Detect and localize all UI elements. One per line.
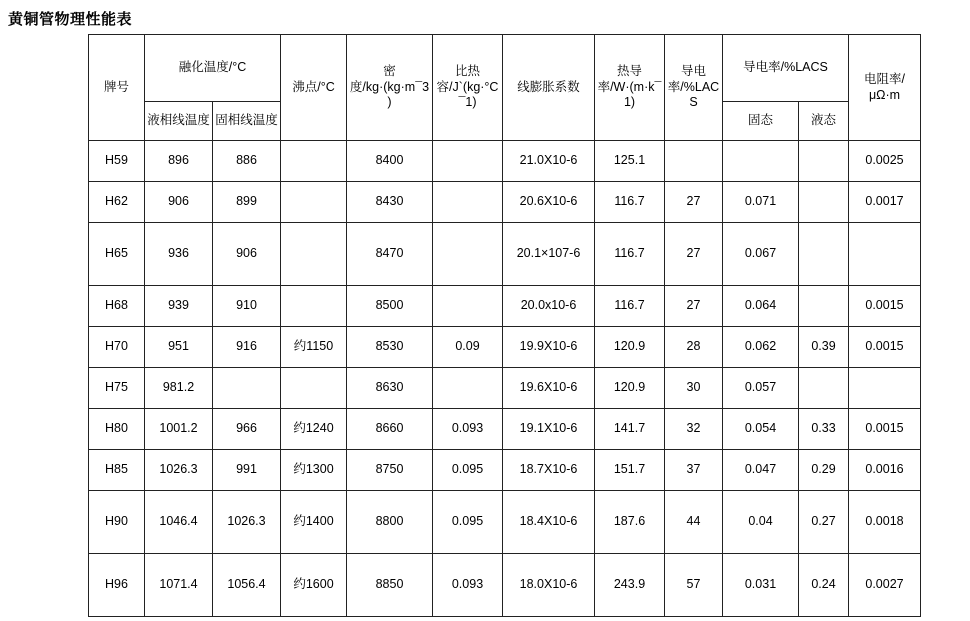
cell-grade: H90 — [89, 491, 145, 554]
table-row — [89, 286, 921, 327]
cell-density: 8430 — [347, 182, 433, 223]
header-electrical-conductivity: 导电率/%LACS — [665, 35, 723, 141]
cell-solid-state — [723, 141, 799, 182]
cell-expansion-coefficient: 18.0X10-6 — [503, 554, 595, 617]
cell-liquid-state: 0.29 — [799, 450, 849, 491]
cell-solidus-temp: 886 — [213, 141, 281, 182]
cell-electrical-conductivity: 57 — [665, 554, 723, 617]
cell-specific-heat — [433, 182, 503, 223]
cell-grade: H70 — [89, 327, 145, 368]
cell-liquid-state: 0.24 — [799, 554, 849, 617]
cell-thermal-conductivity: 120.9 — [595, 327, 665, 368]
table-row — [89, 554, 921, 617]
cell-liquidus-temp: 936 — [145, 223, 213, 286]
cell-liquid-state — [799, 223, 849, 286]
header-solid-state: 固态 — [723, 102, 799, 141]
cell-electrical-conductivity: 44 — [665, 491, 723, 554]
cell-thermal-conductivity: 151.7 — [595, 450, 665, 491]
cell-electrical-conductivity: 30 — [665, 368, 723, 409]
cell-liquid-state: 0.39 — [799, 327, 849, 368]
cell-electrical-conductivity: 28 — [665, 327, 723, 368]
cell-solidus-temp: 1026.3 — [213, 491, 281, 554]
cell-expansion-coefficient: 18.4X10-6 — [503, 491, 595, 554]
cell-solidus-temp: 1056.4 — [213, 554, 281, 617]
cell-specific-heat: 0.095 — [433, 491, 503, 554]
cell-boiling-point: 约1150 — [281, 327, 347, 368]
cell-thermal-conductivity: 120.9 — [595, 368, 665, 409]
cell-specific-heat — [433, 141, 503, 182]
cell-solid-state: 0.067 — [723, 223, 799, 286]
cell-thermal-conductivity: 116.7 — [595, 223, 665, 286]
cell-grade: H96 — [89, 554, 145, 617]
table-header — [89, 35, 921, 141]
cell-thermal-conductivity: 116.7 — [595, 286, 665, 327]
cell-liquidus-temp: 951 — [145, 327, 213, 368]
cell-resistivity: 0.0015 — [849, 286, 921, 327]
cell-density: 8660 — [347, 409, 433, 450]
cell-specific-heat: 0.095 — [433, 450, 503, 491]
cell-density: 8800 — [347, 491, 433, 554]
cell-specific-heat: 0.09 — [433, 327, 503, 368]
cell-thermal-conductivity: 187.6 — [595, 491, 665, 554]
cell-boiling-point — [281, 368, 347, 409]
header-density: 密度/kg·(kg·m¯3) — [347, 35, 433, 141]
cell-electrical-conductivity — [665, 141, 723, 182]
cell-grade: H68 — [89, 286, 145, 327]
cell-liquid-state — [799, 141, 849, 182]
cell-solid-state: 0.031 — [723, 554, 799, 617]
cell-grade: H65 — [89, 223, 145, 286]
cell-liquidus-temp: 906 — [145, 182, 213, 223]
cell-thermal-conductivity: 141.7 — [595, 409, 665, 450]
cell-boiling-point: 约1400 — [281, 491, 347, 554]
cell-liquid-state — [799, 182, 849, 223]
cell-specific-heat — [433, 368, 503, 409]
cell-solidus-temp: 899 — [213, 182, 281, 223]
cell-liquidus-temp: 939 — [145, 286, 213, 327]
cell-solidus-temp: 916 — [213, 327, 281, 368]
cell-density: 8750 — [347, 450, 433, 491]
cell-grade: H62 — [89, 182, 145, 223]
cell-solid-state: 0.047 — [723, 450, 799, 491]
cell-resistivity: 0.0025 — [849, 141, 921, 182]
cell-resistivity: 0.0015 — [849, 409, 921, 450]
cell-liquidus-temp: 981.2 — [145, 368, 213, 409]
cell-specific-heat — [433, 286, 503, 327]
cell-liquidus-temp: 896 — [145, 141, 213, 182]
cell-thermal-conductivity: 243.9 — [595, 554, 665, 617]
cell-solidus-temp — [213, 368, 281, 409]
cell-specific-heat: 0.093 — [433, 554, 503, 617]
cell-electrical-conductivity: 32 — [665, 409, 723, 450]
cell-resistivity: 0.0018 — [849, 491, 921, 554]
cell-liquid-state: 0.33 — [799, 409, 849, 450]
cell-boiling-point — [281, 182, 347, 223]
cell-electrical-conductivity: 37 — [665, 450, 723, 491]
cell-liquidus-temp: 1046.4 — [145, 491, 213, 554]
header-electrical-conductivity-states: 导电率/%LACS — [723, 35, 849, 102]
header-specific-heat: 比热容/J`(kg·°C¯1) — [433, 35, 503, 141]
cell-density: 8400 — [347, 141, 433, 182]
cell-solidus-temp: 910 — [213, 286, 281, 327]
cell-thermal-conductivity: 125.1 — [595, 141, 665, 182]
cell-expansion-coefficient: 19.6X10-6 — [503, 368, 595, 409]
table-row — [89, 409, 921, 450]
cell-liquidus-temp: 1071.4 — [145, 554, 213, 617]
cell-solid-state: 0.062 — [723, 327, 799, 368]
header-grade: 牌号 — [89, 35, 145, 141]
cell-density: 8850 — [347, 554, 433, 617]
cell-specific-heat: 0.093 — [433, 409, 503, 450]
cell-liquidus-temp: 1026.3 — [145, 450, 213, 491]
cell-solidus-temp: 906 — [213, 223, 281, 286]
cell-expansion-coefficient: 20.0x10-6 — [503, 286, 595, 327]
header-liquid-state: 液态 — [799, 102, 849, 141]
cell-resistivity: 0.0015 — [849, 327, 921, 368]
cell-expansion-coefficient: 19.9X10-6 — [503, 327, 595, 368]
cell-resistivity — [849, 223, 921, 286]
cell-solid-state: 0.071 — [723, 182, 799, 223]
table-row — [89, 223, 921, 286]
cell-solidus-temp: 966 — [213, 409, 281, 450]
header-resistivity: 电阻率/μΩ·m — [849, 35, 921, 141]
table-row — [89, 491, 921, 554]
cell-boiling-point: 约1240 — [281, 409, 347, 450]
header-row-primary — [89, 35, 921, 102]
cell-density: 8630 — [347, 368, 433, 409]
cell-boiling-point — [281, 286, 347, 327]
brass-tube-properties-table — [88, 34, 921, 617]
cell-density: 8470 — [347, 223, 433, 286]
table-body — [89, 141, 921, 617]
table-row — [89, 327, 921, 368]
cell-expansion-coefficient: 21.0X10-6 — [503, 141, 595, 182]
cell-specific-heat — [433, 223, 503, 286]
cell-grade: H85 — [89, 450, 145, 491]
cell-resistivity — [849, 368, 921, 409]
header-boiling-point: 沸点/°C — [281, 35, 347, 141]
cell-solid-state: 0.04 — [723, 491, 799, 554]
cell-liquid-state: 0.27 — [799, 491, 849, 554]
cell-resistivity: 0.0016 — [849, 450, 921, 491]
table-row — [89, 368, 921, 409]
table-row — [89, 141, 921, 182]
header-liquidus-temp: 液相线温度 — [145, 102, 213, 141]
header-solidus-temp: 固相线温度 — [213, 102, 281, 141]
cell-boiling-point — [281, 141, 347, 182]
header-melting-temp: 融化温度/°C — [145, 35, 281, 102]
cell-density: 8530 — [347, 327, 433, 368]
cell-expansion-coefficient: 19.1X10-6 — [503, 409, 595, 450]
cell-liquid-state — [799, 368, 849, 409]
cell-electrical-conductivity: 27 — [665, 286, 723, 327]
cell-solid-state: 0.054 — [723, 409, 799, 450]
cell-solid-state: 0.064 — [723, 286, 799, 327]
table-row — [89, 182, 921, 223]
cell-boiling-point: 约1300 — [281, 450, 347, 491]
page-title: 黄铜管物理性能表 — [8, 11, 133, 28]
properties-table-container — [88, 34, 905, 617]
cell-grade: H75 — [89, 368, 145, 409]
cell-expansion-coefficient: 20.6X10-6 — [503, 182, 595, 223]
cell-expansion-coefficient: 18.7X10-6 — [503, 450, 595, 491]
cell-resistivity: 0.0027 — [849, 554, 921, 617]
cell-liquid-state — [799, 286, 849, 327]
cell-boiling-point — [281, 223, 347, 286]
cell-grade: H80 — [89, 409, 145, 450]
cell-solidus-temp: 991 — [213, 450, 281, 491]
cell-density: 8500 — [347, 286, 433, 327]
header-thermal-conductivity: 热导率/W·(m·k¯1) — [595, 35, 665, 141]
cell-grade: H59 — [89, 141, 145, 182]
cell-electrical-conductivity: 27 — [665, 182, 723, 223]
cell-solid-state: 0.057 — [723, 368, 799, 409]
cell-thermal-conductivity: 116.7 — [595, 182, 665, 223]
header-expansion-coefficient: 线膨胀系数 — [503, 35, 595, 141]
cell-expansion-coefficient: 20.1×107-6 — [503, 223, 595, 286]
table-row — [89, 450, 921, 491]
cell-liquidus-temp: 1001.2 — [145, 409, 213, 450]
cell-resistivity: 0.0017 — [849, 182, 921, 223]
cell-boiling-point: 约1600 — [281, 554, 347, 617]
cell-electrical-conductivity: 27 — [665, 223, 723, 286]
